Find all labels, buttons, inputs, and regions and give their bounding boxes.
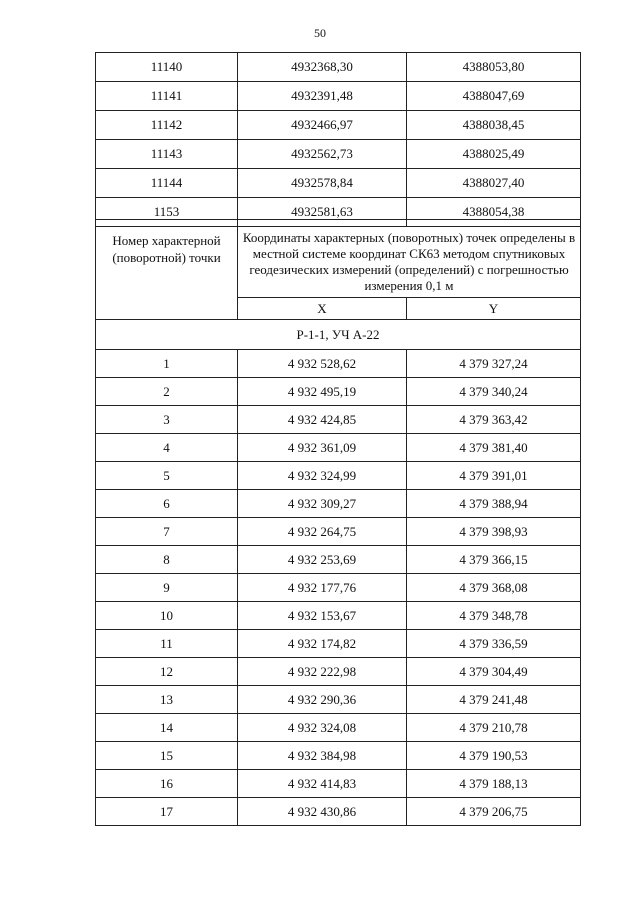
y-coordinate-cell: 4 379 348,78 bbox=[407, 602, 581, 630]
x-coordinate-cell: 4932466,97 bbox=[238, 111, 407, 140]
y-coordinate-cell: 4 379 388,94 bbox=[407, 490, 581, 518]
table-row bbox=[96, 686, 581, 714]
table-row bbox=[96, 742, 581, 770]
point-number-cell: 7 bbox=[96, 518, 238, 546]
y-coordinate-cell: 4 379 206,75 bbox=[407, 798, 581, 826]
table-row bbox=[96, 406, 581, 434]
y-coordinate-cell: 4 379 327,24 bbox=[407, 350, 581, 378]
point-number-cell: 1 bbox=[96, 350, 238, 378]
y-coordinate-cell: 4388038,45 bbox=[407, 111, 581, 140]
point-number-header: Номер характерной (поворотной) точки bbox=[96, 220, 238, 320]
x-column-header: X bbox=[238, 298, 407, 320]
point-number-cell: 13 bbox=[96, 686, 238, 714]
x-coordinate-cell: 4932368,30 bbox=[238, 53, 407, 82]
x-coordinate-cell: 4 932 324,08 bbox=[238, 714, 407, 742]
x-coordinate-cell: 4932391,48 bbox=[238, 82, 407, 111]
table-row bbox=[96, 518, 581, 546]
y-coordinate-cell: 4 379 336,59 bbox=[407, 630, 581, 658]
y-coordinate-cell: 4388047,69 bbox=[407, 82, 581, 111]
x-coordinate-cell: 4 932 430,86 bbox=[238, 798, 407, 826]
point-number-cell: 17 bbox=[96, 798, 238, 826]
point-number-cell: 15 bbox=[96, 742, 238, 770]
table-row bbox=[96, 770, 581, 798]
top-table-body bbox=[96, 53, 581, 227]
x-coordinate-cell: 4 932 264,75 bbox=[238, 518, 407, 546]
table-row bbox=[96, 82, 581, 111]
x-coordinate-cell: 4 932 153,67 bbox=[238, 602, 407, 630]
coordinates-table-continued bbox=[95, 52, 581, 227]
table-row bbox=[96, 602, 581, 630]
table-row bbox=[96, 169, 581, 198]
x-coordinate-cell: 4 932 414,83 bbox=[238, 770, 407, 798]
point-number-cell: 11 bbox=[96, 630, 238, 658]
table-row bbox=[96, 714, 581, 742]
y-coordinate-cell: 4 379 241,48 bbox=[407, 686, 581, 714]
x-coordinate-cell: 4 932 290,36 bbox=[238, 686, 407, 714]
x-coordinate-cell: 4932562,73 bbox=[238, 140, 407, 169]
table-row bbox=[96, 658, 581, 686]
table-row bbox=[96, 490, 581, 518]
y-coordinate-cell: 4 379 188,13 bbox=[407, 770, 581, 798]
table-row bbox=[96, 350, 581, 378]
table-row bbox=[96, 462, 581, 490]
point-number-cell: 11143 bbox=[96, 140, 238, 169]
point-number-cell: 12 bbox=[96, 658, 238, 686]
point-number-cell: 1153 bbox=[96, 198, 238, 227]
table-row bbox=[96, 574, 581, 602]
section-row bbox=[96, 320, 581, 350]
x-coordinate-cell: 4 932 222,98 bbox=[238, 658, 407, 686]
y-coordinate-cell: 4 379 210,78 bbox=[407, 714, 581, 742]
point-number-cell: 4 bbox=[96, 434, 238, 462]
y-coordinate-cell: 4388027,40 bbox=[407, 169, 581, 198]
coordinates-header: Координаты характерных (поворотных) точек определены в местной системе координат СК63 методом спутниковых геодезических измерений (определений) с погрешностью измерения 0,1 м bbox=[238, 220, 581, 298]
point-number-cell: 5 bbox=[96, 462, 238, 490]
table-row bbox=[96, 111, 581, 140]
y-coordinate-cell: 4 379 398,93 bbox=[407, 518, 581, 546]
x-coordinate-cell: 4 932 177,76 bbox=[238, 574, 407, 602]
y-coordinate-cell: 4 379 366,15 bbox=[407, 546, 581, 574]
x-coordinate-cell: 4 932 424,85 bbox=[238, 406, 407, 434]
point-number-cell: 6 bbox=[96, 490, 238, 518]
point-number-cell: 2 bbox=[96, 378, 238, 406]
point-number-cell: 14 bbox=[96, 714, 238, 742]
y-coordinate-cell: 4388025,49 bbox=[407, 140, 581, 169]
y-coordinate-cell: 4 379 381,40 bbox=[407, 434, 581, 462]
x-coordinate-cell: 4 932 495,19 bbox=[238, 378, 407, 406]
y-coordinate-cell: 4388054,38 bbox=[407, 198, 581, 227]
table-row bbox=[96, 546, 581, 574]
y-coordinate-cell: 4 379 340,24 bbox=[407, 378, 581, 406]
y-coordinate-cell: 4 379 368,08 bbox=[407, 574, 581, 602]
x-coordinate-cell: 4 932 309,27 bbox=[238, 490, 407, 518]
x-coordinate-cell: 4932581,63 bbox=[238, 198, 407, 227]
table-row bbox=[96, 630, 581, 658]
y-column-header: Y bbox=[407, 298, 581, 320]
point-number-cell: 11140 bbox=[96, 53, 238, 82]
point-number-cell: 10 bbox=[96, 602, 238, 630]
x-coordinate-cell: 4932578,84 bbox=[238, 169, 407, 198]
table-row bbox=[96, 434, 581, 462]
x-coordinate-cell: 4 932 253,69 bbox=[238, 546, 407, 574]
x-coordinate-cell: 4 932 324,99 bbox=[238, 462, 407, 490]
point-number-cell: 11142 bbox=[96, 111, 238, 140]
x-coordinate-cell: 4 932 174,82 bbox=[238, 630, 407, 658]
y-coordinate-cell: 4 379 304,49 bbox=[407, 658, 581, 686]
point-number-cell: 8 bbox=[96, 546, 238, 574]
y-coordinate-cell: 4 379 363,42 bbox=[407, 406, 581, 434]
point-number-cell: 11141 bbox=[96, 82, 238, 111]
x-coordinate-cell: 4 932 528,62 bbox=[238, 350, 407, 378]
table-row bbox=[96, 798, 581, 826]
point-number-cell: 9 bbox=[96, 574, 238, 602]
point-number-cell: 3 bbox=[96, 406, 238, 434]
main-table-body bbox=[96, 220, 581, 826]
point-number-cell: 16 bbox=[96, 770, 238, 798]
y-coordinate-cell: 4 379 391,01 bbox=[407, 462, 581, 490]
coordinates-table bbox=[95, 219, 581, 826]
x-coordinate-cell: 4 932 361,09 bbox=[238, 434, 407, 462]
y-coordinate-cell: 4388053,80 bbox=[407, 53, 581, 82]
page-number: 50 bbox=[314, 26, 326, 40]
y-coordinate-cell: 4 379 190,53 bbox=[407, 742, 581, 770]
point-number-cell: 11144 bbox=[96, 169, 238, 198]
table-row bbox=[96, 378, 581, 406]
table-row bbox=[96, 53, 581, 82]
section-title: Р-1-1, УЧ А-22 bbox=[96, 320, 581, 350]
table-row bbox=[96, 140, 581, 169]
x-coordinate-cell: 4 932 384,98 bbox=[238, 742, 407, 770]
table-header-row bbox=[96, 220, 581, 298]
